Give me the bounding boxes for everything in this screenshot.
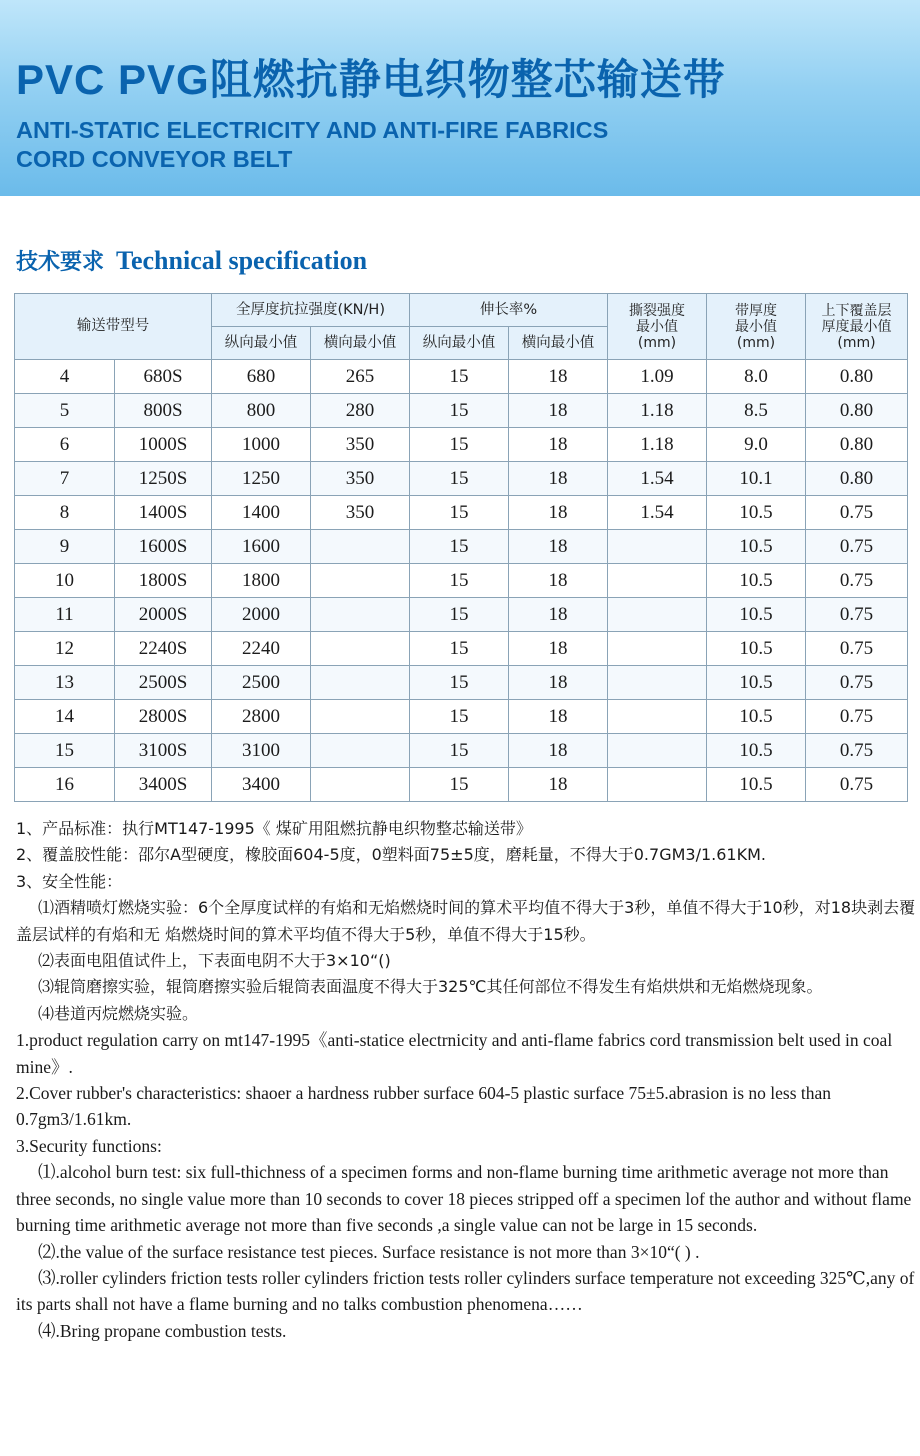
table-cell bbox=[311, 530, 410, 564]
table-cell: 0.80 bbox=[806, 360, 908, 394]
section-heading-en: Technical specification bbox=[116, 246, 368, 275]
table-cell: 2000 bbox=[212, 598, 311, 632]
table-cell: 5 bbox=[15, 394, 115, 428]
table-cell: 15 bbox=[410, 768, 509, 802]
note-cn-3-1: ⑴酒精喷灯燃烧实验：6个全厚度试样的有焰和无焰燃烧时间的算术平均值不得大于3秒，单值不得大于10秒，对18块剥去覆盖层试样的有焰和无 焰燃烧时间的算术平均值不得大于5秒，单值不得大于15秒。 bbox=[16, 898, 916, 944]
table-cell: 3100 bbox=[212, 734, 311, 768]
note-cn-2: 2、覆盖胶性能：邵尔A型硬度，橡胶面604-5度，0塑料面75±5度，磨耗量，不得大于0.7GM3/1.61KM. bbox=[16, 845, 766, 865]
table-cell: 1250S bbox=[115, 462, 212, 496]
table-row bbox=[15, 734, 908, 768]
header-belt-type: 输送带型号 bbox=[15, 294, 212, 360]
table-cell: 0.80 bbox=[806, 394, 908, 428]
note-en-2: 2.Cover rubber's characteristics: shaoer a hardness rubber surface 604-5 plastic surface 75±5.abrasion is no less than 0.7gm3/1.61km. bbox=[16, 1083, 832, 1130]
header-elongation: 伸长率% bbox=[410, 294, 608, 327]
table-cell: 18 bbox=[509, 428, 608, 462]
notes-block bbox=[16, 816, 916, 1344]
table-cell bbox=[608, 666, 707, 700]
table-cell: 15 bbox=[410, 462, 509, 496]
table-cell: 15 bbox=[410, 564, 509, 598]
header-cover bbox=[806, 294, 908, 360]
table-row bbox=[15, 360, 908, 394]
header-elong-long: 纵向最小值 bbox=[410, 327, 509, 360]
header-tensile: 全厚度抗拉强度(KN/H) bbox=[212, 294, 410, 327]
header-tensile-trans: 横向最小值 bbox=[311, 327, 410, 360]
page-title-en-line1: ANTI-STATIC ELECTRICITY AND ANTI-FIRE FABRICS bbox=[16, 117, 609, 143]
table-row bbox=[15, 530, 908, 564]
table-cell: 18 bbox=[509, 564, 608, 598]
note-en-3-3: ⑶.roller cylinders friction tests roller cylinders friction tests roller cylinders surface temperature not exceeding 325℃,any of its parts shall not have a flame burning and no talks combustion phenomena…… bbox=[16, 1267, 915, 1315]
table-row bbox=[15, 632, 908, 666]
note-en-3: 3.Security functions: bbox=[16, 1135, 162, 1156]
table-cell: 15 bbox=[410, 632, 509, 666]
table-cell: 16 bbox=[15, 768, 115, 802]
table-cell: 1.54 bbox=[608, 496, 707, 530]
table-cell: 0.75 bbox=[806, 666, 908, 700]
header-elong-trans: 横向最小值 bbox=[509, 327, 608, 360]
table-cell: 2240S bbox=[115, 632, 212, 666]
table-cell: 680 bbox=[212, 360, 311, 394]
table-cell: 0.75 bbox=[806, 632, 908, 666]
table-cell: 18 bbox=[509, 598, 608, 632]
header-thickness-line2: 最小值 bbox=[735, 318, 777, 335]
table-cell: 1400S bbox=[115, 496, 212, 530]
page-title-en bbox=[16, 116, 608, 174]
table-cell: 1600S bbox=[115, 530, 212, 564]
table-row bbox=[15, 666, 908, 700]
table-cell: 0.75 bbox=[806, 700, 908, 734]
page-title-cn: PVC PVG阻燃抗静电织物整芯输送带 bbox=[16, 56, 726, 103]
table-cell: 3400S bbox=[115, 768, 212, 802]
table-cell: 1000S bbox=[115, 428, 212, 462]
table-cell: 18 bbox=[509, 496, 608, 530]
table-cell: 6 bbox=[15, 428, 115, 462]
table-cell bbox=[311, 734, 410, 768]
table-cell: 18 bbox=[509, 700, 608, 734]
table-cell: 1250 bbox=[212, 462, 311, 496]
table-cell bbox=[311, 666, 410, 700]
table-cell: 13 bbox=[15, 666, 115, 700]
table-cell bbox=[311, 700, 410, 734]
table-cell: 1000 bbox=[212, 428, 311, 462]
table-cell: 10.5 bbox=[707, 700, 806, 734]
header-cover-line2: 厚度最小值 bbox=[821, 318, 892, 335]
table-cell: 1.18 bbox=[608, 428, 707, 462]
section-heading bbox=[16, 244, 367, 280]
table-cell: 14 bbox=[15, 700, 115, 734]
table-cell: 9.0 bbox=[707, 428, 806, 462]
table-cell: 15 bbox=[410, 734, 509, 768]
table-row bbox=[15, 428, 908, 462]
table-cell: 18 bbox=[509, 666, 608, 700]
table-cell: 18 bbox=[509, 734, 608, 768]
table-row bbox=[15, 700, 908, 734]
table-cell: 2000S bbox=[115, 598, 212, 632]
table-cell: 0.75 bbox=[806, 496, 908, 530]
table-row bbox=[15, 462, 908, 496]
table-cell: 0.75 bbox=[806, 598, 908, 632]
note-en-3-1: ⑴.alcohol burn test: six full-thichness of a specimen forms and non-flame burning time arithmetic average not more than three seconds, no single value more than 10 seconds to cover 18 pieces stripped off a specimen lof the author and without flame burning time arithmetic average not more than five seconds ,a single value can not be large in 15 seconds. bbox=[16, 1162, 912, 1236]
table-cell: 1.18 bbox=[608, 394, 707, 428]
table-cell: 11 bbox=[15, 598, 115, 632]
table-cell: 1400 bbox=[212, 496, 311, 530]
header-tensile-long: 纵向最小值 bbox=[212, 327, 311, 360]
note-cn-3-3: ⑶辊筒磨擦实验，辊筒磨擦实验后辊筒表面温度不得大于325℃其任何部位不得发生有焰烘烘和无焰燃烧现象。 bbox=[38, 977, 823, 997]
table-cell: 1600 bbox=[212, 530, 311, 564]
table-cell: 2240 bbox=[212, 632, 311, 666]
note-cn-3-4: ⑷巷道丙烷燃烧实验。 bbox=[38, 1003, 199, 1023]
table-cell: 0.75 bbox=[806, 530, 908, 564]
table-cell: 15 bbox=[410, 530, 509, 564]
table-cell: 10.5 bbox=[707, 768, 806, 802]
table-cell: 3100S bbox=[115, 734, 212, 768]
header-tear-line1: 撕裂强度 bbox=[629, 302, 685, 319]
header-tear bbox=[608, 294, 707, 360]
table-cell bbox=[608, 734, 707, 768]
table-cell: 4 bbox=[15, 360, 115, 394]
table-row bbox=[15, 394, 908, 428]
table-cell bbox=[311, 564, 410, 598]
note-cn-3-2: ⑵表面电阻值试件上，下表面电阴不大于3×10“() bbox=[38, 951, 391, 971]
table-cell: 18 bbox=[509, 360, 608, 394]
table-cell: 18 bbox=[509, 530, 608, 564]
table-cell: 0.75 bbox=[806, 734, 908, 768]
note-cn-1: 1、产品标准：执行MT147-1995《 煤矿用阻燃抗静电织物整芯输送带》 bbox=[16, 819, 532, 838]
table-cell bbox=[311, 768, 410, 802]
table-cell: 1800S bbox=[115, 564, 212, 598]
section-heading-cn: 技术要求 bbox=[16, 250, 105, 275]
table-cell: 8.5 bbox=[707, 394, 806, 428]
table-cell: 10.5 bbox=[707, 530, 806, 564]
table-cell bbox=[608, 768, 707, 802]
table-cell: 10.5 bbox=[707, 666, 806, 700]
table-cell bbox=[311, 598, 410, 632]
table-cell bbox=[311, 632, 410, 666]
note-cn-3: 3、安全性能： bbox=[16, 871, 123, 891]
table-cell: 2800 bbox=[212, 700, 311, 734]
table-cell: 2800S bbox=[115, 700, 212, 734]
header-cover-unit: (mm) bbox=[837, 334, 876, 351]
table-cell: 8 bbox=[15, 496, 115, 530]
table-cell: 0.75 bbox=[806, 564, 908, 598]
table-cell: 0.80 bbox=[806, 428, 908, 462]
table-cell: 3400 bbox=[212, 768, 311, 802]
header-thickness-unit: (mm) bbox=[736, 334, 776, 351]
table-cell bbox=[608, 632, 707, 666]
header-tear-unit: (mm) bbox=[637, 334, 677, 351]
table-cell: 350 bbox=[311, 462, 410, 496]
table-cell: 12 bbox=[15, 632, 115, 666]
table-cell: 10.5 bbox=[707, 496, 806, 530]
header-thickness bbox=[707, 294, 806, 360]
table-cell: 15 bbox=[410, 496, 509, 530]
table-cell: 18 bbox=[509, 462, 608, 496]
spec-table bbox=[14, 293, 908, 802]
table-cell: 15 bbox=[410, 700, 509, 734]
table-cell: 10.5 bbox=[707, 564, 806, 598]
table-cell: 15 bbox=[410, 598, 509, 632]
table-cell: 18 bbox=[509, 394, 608, 428]
table-cell: 10 bbox=[15, 564, 115, 598]
table-cell: 7 bbox=[15, 462, 115, 496]
table-cell: 18 bbox=[509, 768, 608, 802]
table-cell: 265 bbox=[311, 360, 410, 394]
table-row bbox=[15, 564, 908, 598]
header-tear-line2: 最小值 bbox=[636, 318, 678, 335]
table-cell: 680S bbox=[115, 360, 212, 394]
table-row bbox=[15, 496, 908, 530]
table-cell bbox=[608, 564, 707, 598]
table-cell bbox=[608, 530, 707, 564]
table-cell: 350 bbox=[311, 496, 410, 530]
table-cell bbox=[608, 598, 707, 632]
note-en-1: 1.product regulation carry on mt147-1995《anti-statice electrnicity and anti-flame fabrics cord transmission belt used in coal mine》. bbox=[16, 1030, 893, 1077]
note-en-3-4: ⑷.Bring propane combustion tests. bbox=[38, 1320, 287, 1341]
table-cell: 15 bbox=[410, 428, 509, 462]
table-cell: 10.5 bbox=[707, 632, 806, 666]
header-thickness-line1: 带厚度 bbox=[735, 302, 777, 319]
table-cell: 0.80 bbox=[806, 462, 908, 496]
table-cell: 15 bbox=[410, 360, 509, 394]
table-cell: 350 bbox=[311, 428, 410, 462]
table-row bbox=[15, 768, 908, 802]
table-cell: 9 bbox=[15, 530, 115, 564]
table-cell: 1.54 bbox=[608, 462, 707, 496]
table-cell: 8.0 bbox=[707, 360, 806, 394]
table-cell: 18 bbox=[509, 632, 608, 666]
table-cell: 0.75 bbox=[806, 768, 908, 802]
table-cell: 10.1 bbox=[707, 462, 806, 496]
header-cover-line1: 上下覆盖层 bbox=[821, 302, 892, 319]
note-en-3-2: ⑵.the value of the surface resistance test pieces. Surface resistance is not more than 3×10“( ) . bbox=[38, 1241, 700, 1262]
table-cell: 10.5 bbox=[707, 598, 806, 632]
table-cell: 15 bbox=[410, 394, 509, 428]
table-cell: 1800 bbox=[212, 564, 311, 598]
table-cell: 280 bbox=[311, 394, 410, 428]
page-title-en-line2: CORD CONVEYOR BELT bbox=[16, 146, 293, 172]
table-cell: 15 bbox=[15, 734, 115, 768]
spec-table-body bbox=[15, 360, 908, 802]
table-cell: 15 bbox=[410, 666, 509, 700]
table-cell: 2500S bbox=[115, 666, 212, 700]
table-cell: 800 bbox=[212, 394, 311, 428]
table-cell: 800S bbox=[115, 394, 212, 428]
table-cell bbox=[608, 700, 707, 734]
table-cell: 2500 bbox=[212, 666, 311, 700]
table-row bbox=[15, 598, 908, 632]
table-cell: 10.5 bbox=[707, 734, 806, 768]
table-cell: 1.09 bbox=[608, 360, 707, 394]
